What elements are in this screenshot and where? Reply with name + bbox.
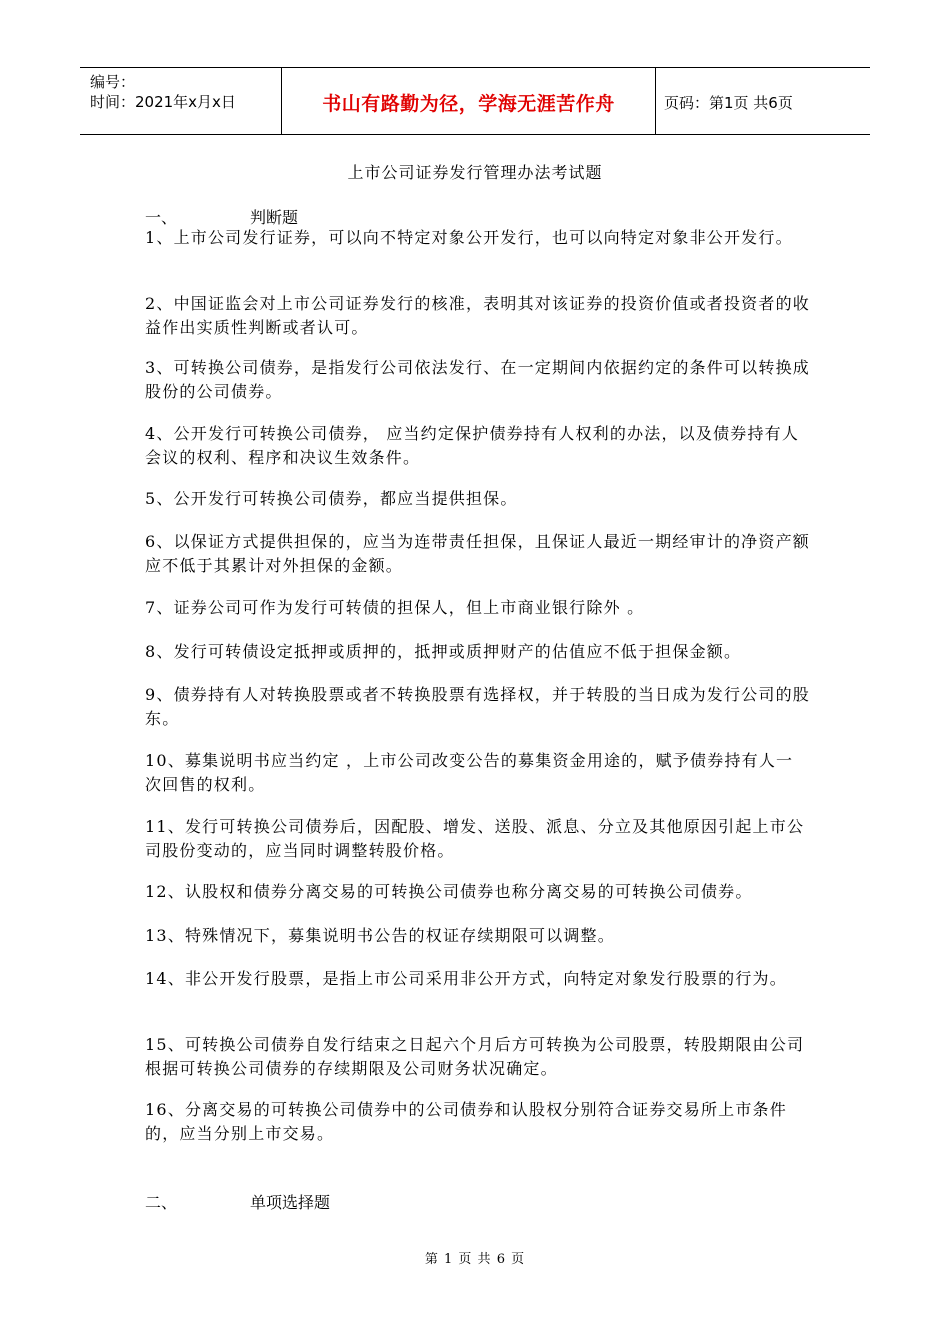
question-item: 13、特殊情况下，募集说明书公告的权证存续期限可以调整。 [145,926,615,945]
section-label: 单项选择题 [250,1193,331,1212]
question-item: 15、可转换公司债券自发行结束之日起六个月后方可转换为公司股票，转股期限由公司根据可转换公司债券的存续期限及公司财务状况确定。 [145,1035,805,1078]
question-item: 2、中国证监会对上市公司证券发行的核准，表明其对该证券的投资价值或者投资者的收益作出实质性判断或者认可。 [145,294,810,337]
question-item: 16、分离交易的可转换公司债券中的公司债券和认股权分别符合证券交易所上市条件的，应当分别上市交易。 [145,1100,787,1143]
question-item: 7、证券公司可作为发行可转债的担保人，但上市商业银行除外 。 [145,598,645,617]
page-footer: 第 1 页 共 6 页 [424,1252,526,1267]
header-page-info: 页码：第1页 共6页 [664,94,793,112]
section-label: 判断题 [250,208,299,227]
question-item: 8、发行可转债设定抵押或质押的，抵押或质押财产的估值应不低于担保金额。 [145,642,742,661]
question-item: 3、可转换公司债券，是指发行公司依法发行、在一定期间内依据约定的条件可以转换成股份的公司债券。 [145,358,810,401]
section-number: 二、 [145,1193,178,1212]
question-item: 4、公开发行可转换公司债券， 应当约定保护债券持有人权利的办法，以及债券持有人会议的权利、程序和决议生效条件。 [145,424,800,467]
question-item: 9、债券持有人对转换股票或者不转换股票有选择权，并于转股的当日成为发行公司的股东。 [145,685,810,728]
document-number-label: 编号： [90,73,136,91]
header-meta [90,72,236,112]
section-number: 一、 [145,208,178,227]
document-title: 上市公司证券发行管理办法考试题 [347,163,603,182]
question-item: 5、公开发行可转换公司债券，都应当提供担保。 [145,489,518,508]
question-item: 12、认股权和债券分离交易的可转换公司债券也称分离交易的可转换公司债券。 [145,882,753,901]
section-heading-judgment [145,205,298,228]
section-heading-single-choice [145,1190,330,1213]
header-divider-right [655,67,656,134]
header-top-rule [80,67,870,68]
question-item: 11、发行可转换公司债券后，因配股、增发、送股、派息、分立及其他原因引起上市公司股份变动的，应当同时调整转股价格。 [145,817,805,860]
question-item: 1、上市公司发行证券，可以向不特定对象公开发行，也可以向特定对象非公开发行。 [145,228,793,247]
question-item: 14、非公开发行股票，是指上市公司采用非公开方式，向特定对象发行股票的行为。 [145,969,787,988]
header-motto: 书山有路勤为径，学海无涯苦作舟 [322,93,615,115]
header-bottom-rule [80,134,870,135]
document-time-label: 时间：2021年x月x日 [90,93,236,111]
question-item: 10、募集说明书应当约定 ，上市公司改变公告的募集资金用途的，赋予债券持有人一次回售的权利。 [145,751,794,794]
question-item: 6、以保证方式提供担保的，应当为连带责任担保，且保证人最近一期经审计的净资产额应不低于其累计对外担保的金额。 [145,532,810,575]
